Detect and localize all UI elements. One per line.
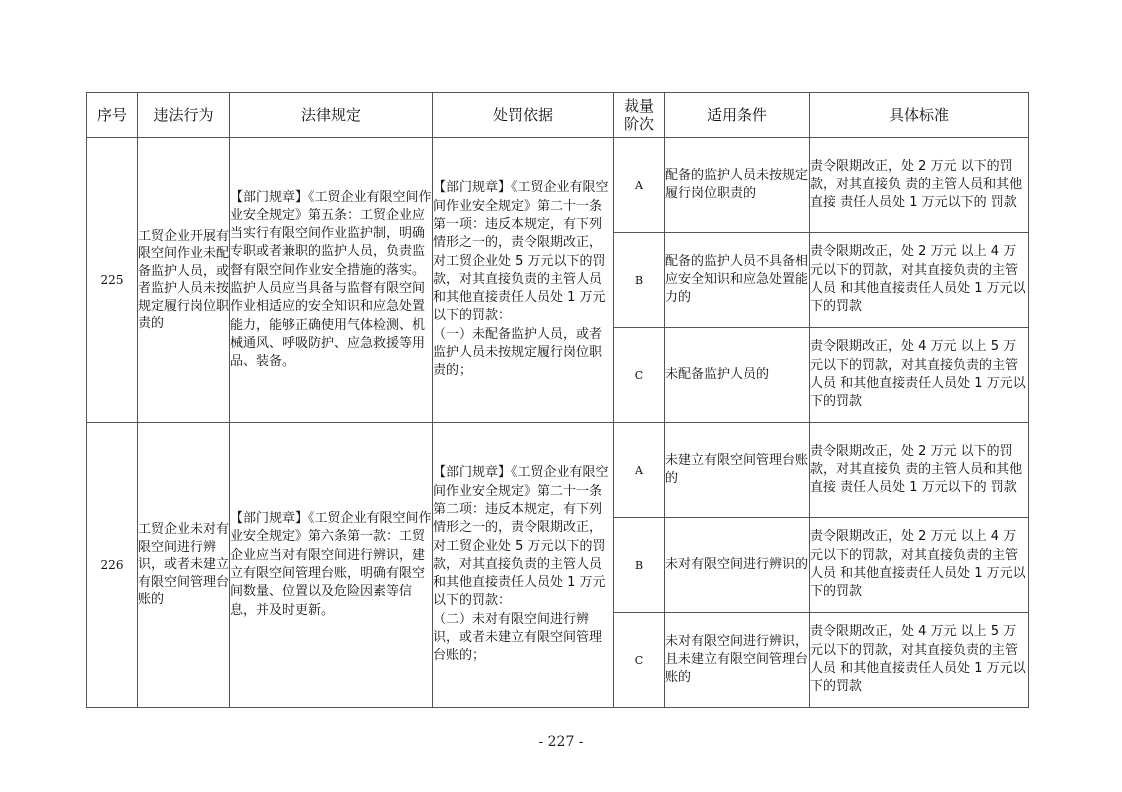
level-cell: B	[614, 233, 665, 328]
row-law	[230, 423, 433, 708]
law-paragraph: 【部门规章】《工贸企业有限空间作业安全规定》第五条：工贸企业应当实行有限空间作业监护制，明确专职或者兼职的监护人员，负责监督有限空间作业安全措施的落实。	[230, 189, 432, 278]
standard-cell: 责令限期改正，处 4 万元 以上 5 万元以下的罚款，对其直接负责的主管人员 和其他直接责任人员处 1 万元以下的罚款	[810, 613, 1029, 708]
level-cell: A	[614, 138, 665, 233]
table-row	[87, 423, 1029, 518]
row-seq: 226	[87, 423, 138, 708]
standard-cell: 责令限期改正，处 2 万元 以上 4 万元以下的罚款，对其直接负责的主管人员 和其他直接责任人员处 1 万元以下的罚款	[810, 233, 1029, 328]
standard-cell: 责令限期改正，处 2 万元 以下的罚款，对其直接负 责的主管人员和其他直接 责任人员处 1 万元以下的 罚款	[810, 138, 1029, 233]
table-row	[87, 138, 1029, 233]
header-seq: 序号	[87, 93, 138, 138]
basis-paragraph: （二）未对有限空间进行辨识，或者未建立有限空间管理台账的；	[433, 611, 603, 664]
table-header-row	[87, 93, 1029, 138]
penalty-table	[86, 92, 1029, 708]
row-seq: 225	[87, 138, 138, 423]
condition-cell: 配备的监护人员未按规定履行岗位职责的	[665, 138, 810, 233]
basis-paragraph: 【部门规章】《工贸企业有限空间作业安全规定》第二十一条第二项：违反本规定，有下列情形之一的，责令限期改正，对工贸企业处 5 万元以下的罚款，对其直接负责的主管人员和其他直接责任人员处 1 万元以下的罚款：	[433, 465, 609, 609]
row-law	[230, 138, 433, 423]
level-cell: A	[614, 423, 665, 518]
condition-cell: 未建立有限空间管理台账的	[665, 423, 810, 518]
condition-cell: 配备的监护人员不具备相应安全知识和应急处置能力的	[665, 233, 810, 328]
header-standard: 具体标准	[810, 93, 1029, 138]
header-level: 裁量 阶次	[614, 93, 665, 138]
basis-paragraph: （一）未配备监护人员，或者监护人员未按规定履行岗位职责的；	[433, 326, 603, 379]
header-violation: 违法行为	[138, 93, 230, 138]
standard-cell: 责令限期改正，处 2 万元 以下的罚款，对其直接负 责的主管人员和其他直接 责任人员处 1 万元以下的 罚款	[810, 423, 1029, 518]
law-paragraph: 【部门规章】《工贸企业有限空间作业安全规定》第六条第一款：工贸企业应当对有限空间进行辨识，建立有限空间管理台账，明确有限空间数量、位置以及危险因素等信息，并及时更新。	[230, 511, 432, 618]
row-basis	[433, 138, 614, 423]
condition-cell: 未配备监护人员的	[665, 328, 810, 423]
standard-cell: 责令限期改正，处 4 万元 以上 5 万元以下的罚款，对其直接负责的主管人员 和其他直接责任人员处 1 万元以下的罚款	[810, 328, 1029, 423]
header-law: 法律规定	[230, 93, 433, 138]
row-violation: 工贸企业开展有限空间作业未配备监护人员，或者监护人员未按规定履行岗位职责的	[138, 138, 230, 423]
level-cell: C	[614, 328, 665, 423]
level-cell: C	[614, 613, 665, 708]
header-basis: 处罚依据	[433, 93, 614, 138]
basis-paragraph: 【部门规章】《工贸企业有限空间作业安全规定》第二十一条第一项：违反本规定，有下列情形之一的，责令限期改正，对工贸企业处 5 万元以下的罚款，对其直接负责的主管人员和其他直接责任人员处 1 万元以下的罚款：	[433, 180, 609, 324]
standard-cell: 责令限期改正，处 2 万元 以上 4 万元以下的罚款，对其直接负责的主管人员 和其他直接责任人员处 1 万元以下的罚款	[810, 518, 1029, 613]
level-cell: B	[614, 518, 665, 613]
condition-cell: 未对有限空间进行辨识，且未建立有限空间管理台账的	[665, 613, 810, 708]
condition-cell: 未对有限空间进行辨识的	[665, 518, 810, 613]
row-violation: 工贸企业未对有限空间进行辨识，或者未建立有限空间管理台账的	[138, 423, 230, 708]
header-condition: 适用条件	[665, 93, 810, 138]
page-number: - 227 -	[538, 734, 584, 750]
law-paragraph: 监护人员应当具备与监督有限空间作业相适应的安全知识和应急处置能力，能够正确使用气体检测、机械通风、呼吸防护、应急救援等用品、装备。	[230, 281, 426, 370]
row-basis	[433, 423, 614, 708]
